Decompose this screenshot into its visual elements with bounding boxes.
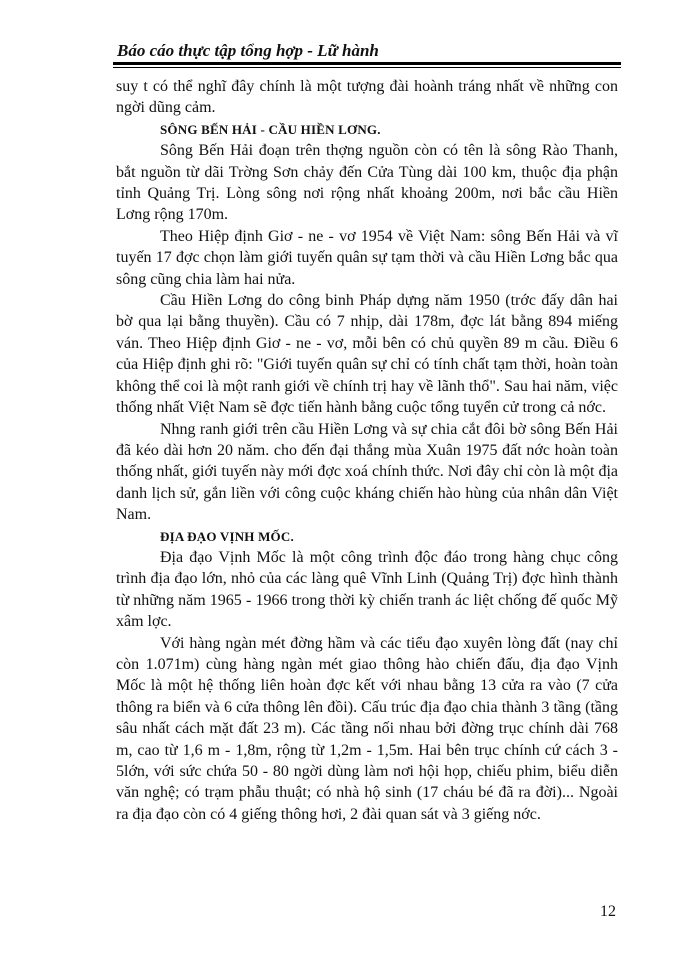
header-title: Báo cáo thực tập tổng hợp - Lữ hành [117,41,379,60]
paragraph-hien-luong-bridge: Cầu Hiền Lơng do công binh Pháp dựng năm 1950 (trớc đấy dân hai bờ qua lại bằng thuyền). Cầu có 7 nhịp, dài 178m, đợc lát bằng 894 miếng ván. Theo Hiệp định Giơ - ne - vơ, mỗi bên có chủ quyền 89 m cầu. Điều 6 của Hiệp định ghi rõ: "Giới tuyến quân sự chỉ có tính chất tạm thời, hoàn toàn không thể coi là một ranh giới về chính trị hay về lãnh thổ". Sau hai năm, việc thống nhất Việt Nam sẽ đợc tiến hành bằng cuộc tổng tuyển cử trong cả nớc. [116,292,618,417]
page-number: 12 [600,903,616,920]
paragraph-geneva-accord: Theo Hiệp định Giơ - ne - vơ 1954 về Việt Nam: sông Bến Hải và vĩ tuyến 17 đợc chọn làm giới tuyến quân sự tạm thời và cầu Hiền Lơng bắc qua sông cũng chia làm hai nửa. [116,227,618,288]
paragraph-ben-hai-river: Sông Bến Hải đoạn trên thợng nguồn còn có tên là sông Rào Thanh, bắt nguồn từ dãi Trờng Sơn chảy đến Cửa Tùng dài 100 km, thuộc địa phận tỉnh Quảng Trị. Lòng sông nơi rộng nhất khoảng 200m, nơi bắc cầu Hiền Lơng rộng 170m. [116,142,618,224]
paragraph-continuation: suy t có thể nghĩ đây chính là một tượng đài hoành tráng nhất về những con ngời dũng cảm. [116,78,618,117]
section-heading-vinh-moc: ĐỊA ĐẠO VỊNH MỐC. [160,528,294,544]
paragraph-vinh-moc-structure: Với hàng ngàn mét đờng hầm và các tiểu đạo xuyên lòng đất (nay chỉ còn 1.071m) cùng hàng ngàn mét giao thông hào chiến đấu, địa đạo Vịnh Mốc là một hệ thống liên hoàn đợc kết với nhau bằng 13 cửa ra vào (7 cửa thông ra biển và 6 cửa thông lên đồi). Cấu trúc địa đạo chia thành 3 tầng (tầng sâu nhất cách mặt đất 23 m). Các tầng nối nhau bởi đờng trục chính dài 768 m, cao từ 1,6 m - 1,8m, rộng từ 1,2m - 1,5m. Hai bên trục chính cứ cách 3 - 5lớn, với sức chứa 50 - 80 ngời dùng làm nơi hội họp, chiếu phim, biểu diễn văn nghệ; có trạm phẫu thuật; có nhà hộ sinh (17 cháu bé đã ra đời)... Ngoài ra địa đạo còn có 4 giếng thông hơi, 2 đài quan sát và 3 giếng nớc. [116,634,618,823]
paragraph-vinh-moc-intro: Địa đạo Vịnh Mốc là một công trình độc đáo trong hàng chục công trình địa đạo lớn, nhỏ của các làng quê Vĩnh Linh (Quảng Trị) đợc hình thành từ những năm 1965 - 1966 trong thời kỳ chiến tranh ác liệt chống đế quốc Mỹ xâm lợc. [116,548,618,631]
paragraph-border-history: Nhng ranh giới trên cầu Hiền Lơng và sự chia cắt đôi bờ sông Bến Hải đã kéo dài hơn 20 năm. cho đến đại thắng mùa Xuân 1975 đất nớc hoàn toàn thống nhất, giới tuyến này mới đợc xoá chính thức. Nơi đây chỉ còn là một địa danh lịch sử, gắn liền với công cuộc kháng chiến hào hùng của nhân dân Việt Nam. [116,420,618,524]
header-rule-thin [113,67,621,68]
document-body [116,76,618,825]
page-header [113,40,621,66]
section-heading-ben-hai: SÔNG BẾN HẢI - CẦU HIỀN LƠNG. [160,121,381,137]
header-rule-thick [113,62,621,65]
